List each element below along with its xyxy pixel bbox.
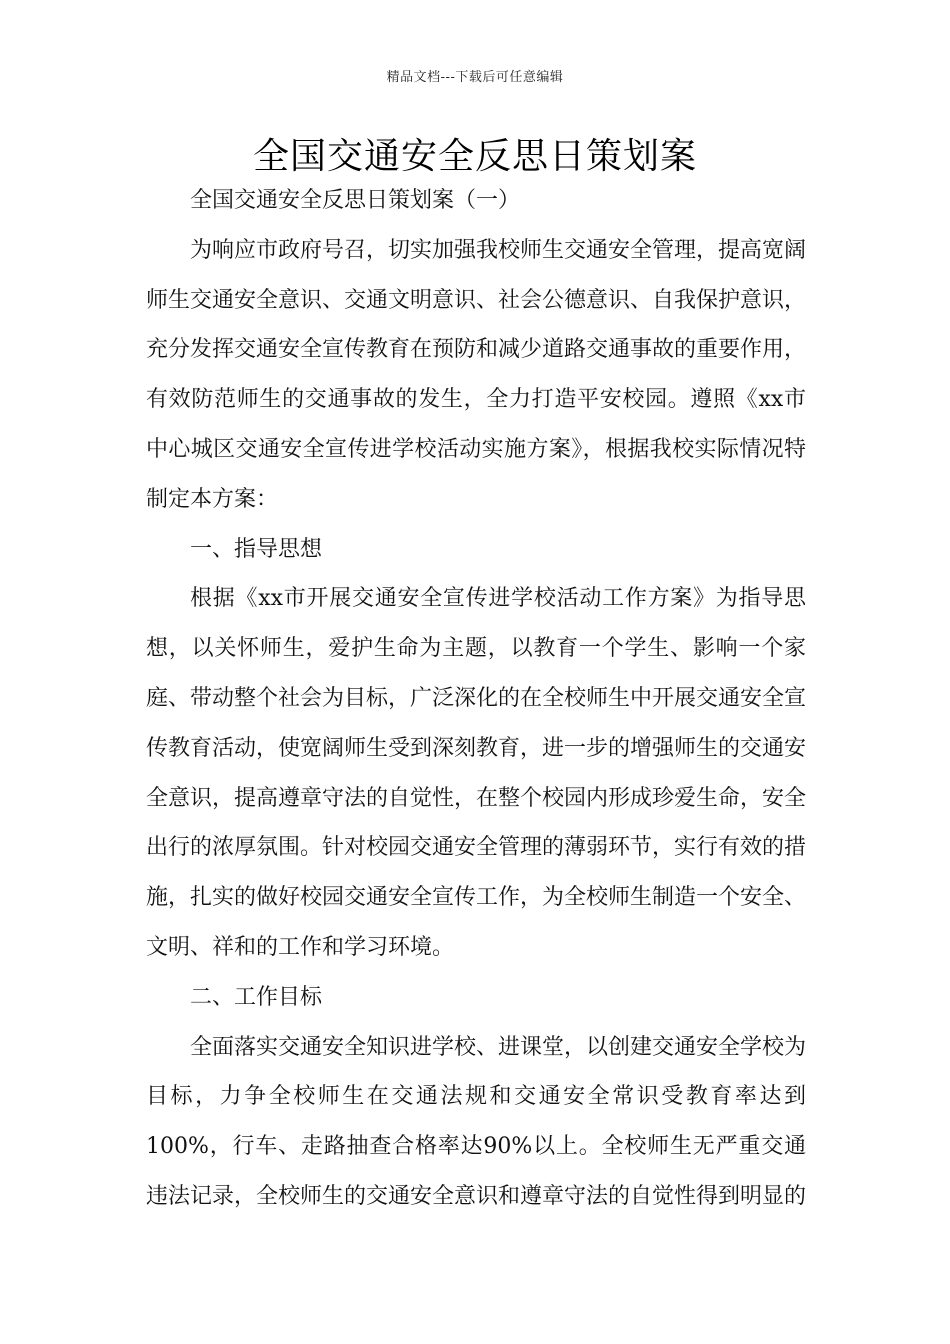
document-body [146,176,806,1222]
document-title: 全国交通安全反思日策划案 [252,136,697,177]
document-subtitle: 全国交通安全反思日策划案（一） [190,188,521,213]
section-body-guiding-ideology: 根据《xx市开展交通安全宣传进学校活动工作方案》为指导思想，以关怀师生，爱护生命为主题，以教育一个学生、影响一个家庭、带动整个社会为目标，广泛深化的在全校师生中开展交通安全宣传教育活动，使宽阔师生受到深刻教育，进一步的增强师生的交通安全意识，提高遵章守法的自觉性，在整个校园内形成珍爱生命，安全出行的浓厚氛围。针对校园交通安全管理的薄弱环节，实行有效的措施，扎实的做好校园交通安全宣传工作，为全校师生制造一个安全、文明、祥和的工作和学习环境。 [146,586,807,960]
section-body-work-goals: 全面落实交通安全知识进学校、进课堂，以创建交通安全学校为目标，力争全校师生在交通法规和交通安全常识受教育率达到100%，行车、走路抽查合格率达90%以上。全校师生无严重交通违法记录，全校师生的交通安全意识和遵章守法的自觉性得到明显的 [146,1034,807,1209]
header-note: 精品文档---下载后可任意编辑 [386,70,564,85]
section-heading-guiding-ideology: 一、指导思想 [190,536,323,562]
intro-paragraph: 为响应市政府号召，切实加强我校师生交通安全管理，提高宽阔师生交通安全意识、交通文明意识、社会公德意识、自我保护意识，充分发挥交通安全宣传教育在预防和减少道路交通事故的重要作用，有效防范师生的交通事故的发生，全力打造平安校园。遵照《xx市中心城区交通安全宣传进学校活动实施方案》，根据我校实际情况特制定本方案： [146,237,807,512]
section-heading-work-goals: 二、工作目标 [190,984,323,1010]
